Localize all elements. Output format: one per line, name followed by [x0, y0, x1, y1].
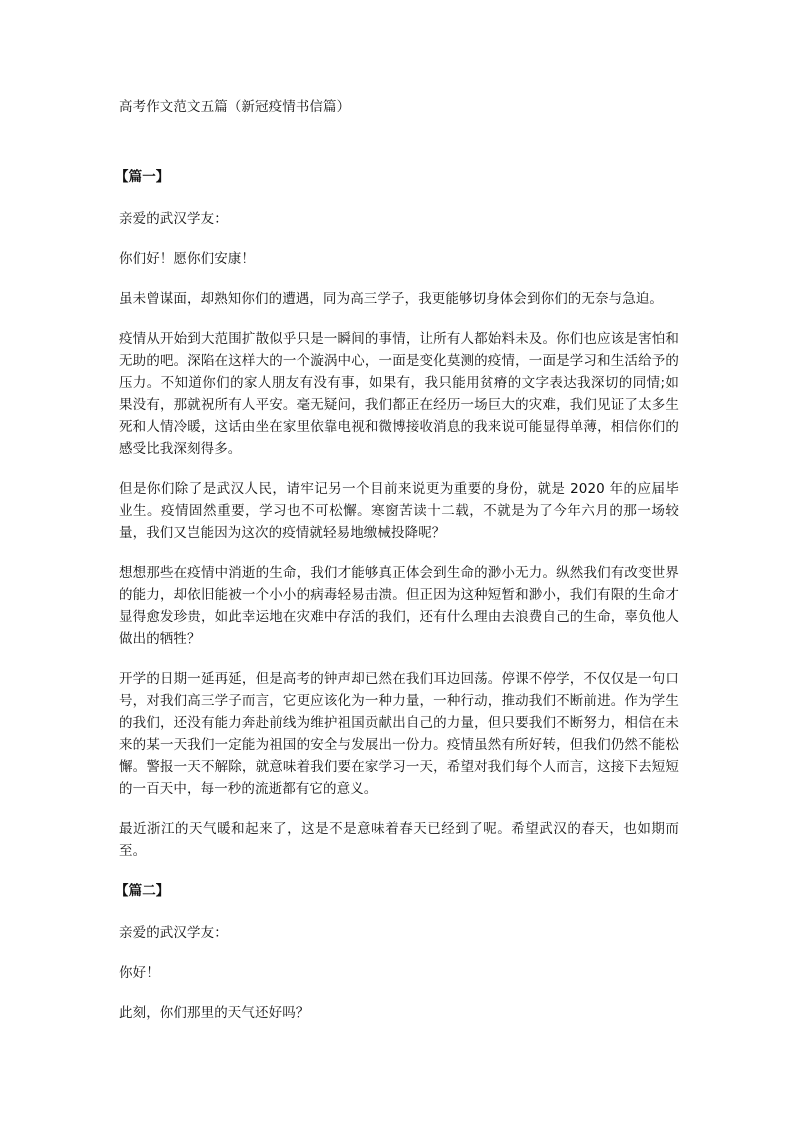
- document-title: 高考作文范文五篇（新冠疫情书信篇）: [119, 99, 351, 115]
- paragraph: 疫情从开始到大范围扩散似乎只是一瞬间的事情，让所有人都始料未及。你们也应该是害怕和无助的吧。深陷在这样大的一个漩涡中心，一面是变化莫测的疫情，一面是学习和生活给予的压力。不知道你们的家人朋友有没有事，如果有，我只能用贫瘠的文字表达我深切的同情;如果没有，那就祝所有人平安。毫无疑问，我们都正在经历一场巨大的灾难，我们见证了太多生死和人情冷暖，这话由坐在家里依靠电视和微博接收消息的我来说可能显得单薄，相信你们的感受比我深刻得多。: [119, 331, 679, 457]
- paragraph: 亲爱的武汉学友：: [119, 211, 228, 227]
- section-two: [115, 880, 679, 1024]
- paragraph: 你们好！愿你们安康！: [119, 251, 255, 267]
- paragraph: 最近浙江的天气暖和起来了，这是不是意味着春天已经到了呢。希望武汉的春天，也如期而至。: [119, 821, 679, 859]
- section-one: [115, 166, 679, 862]
- document-body: [115, 96, 679, 1042]
- paragraph: 但是你们除了是武汉人民，请牢记另一个目前来说更为重要的身份，就是 2020 年的应届毕业生。疫情固然重要，学习也不可松懈。寒窗苦读十二载，不就是为了今年六月的那一场较量，我们又岂能因为这次的疫情就轻易地缴械投降呢？: [119, 481, 679, 541]
- section-heading: 【篇一】: [115, 169, 170, 185]
- paragraph: 此刻，你们那里的天气还好吗？: [119, 1005, 310, 1021]
- paragraph: 你好！: [119, 965, 160, 981]
- paragraph: 虽未曾谋面，却熟知你们的遭遇，同为高三学子，我更能够切身体会到你们的无奈与急迫。: [119, 291, 663, 307]
- section-heading: 【篇二】: [115, 883, 170, 899]
- paragraph: 想想那些在疫情中消逝的生命，我们才能够真正体会到生命的渺小无力。纵然我们有改变世界的能力，却依旧能被一个小小的病毒轻易击溃。但正因为这种短暂和渺小，我们有限的生命才显得愈发珍贵，如此幸运地在灾难中存活的我们，还有什么理由去浪费自己的生命，辜负他人做出的牺牲？: [119, 565, 679, 647]
- paragraph: 开学的日期一延再延，但是高考的钟声却已然在我们耳边回荡。停课不停学，不仅仅是一句口号，对我们高三学子而言，它更应该化为一种力量，一种行动，推动我们不断前进。作为学生的我们，还没有能力奔赴前线为维护祖国贡献出自己的力量，但只要我们不断努力，相信在未来的某一天我们一定能为祖国的安全与发展出一份力。疫情虽然有所好转，但我们仍然不能松懈。警报一天不解除，就意味着我们要在家学习一天，希望对我们每个人而言，这接下去短短的一百天中，每一秒的流逝都有它的意义。: [119, 671, 679, 797]
- paragraph: 亲爱的武汉学友：: [119, 925, 228, 941]
